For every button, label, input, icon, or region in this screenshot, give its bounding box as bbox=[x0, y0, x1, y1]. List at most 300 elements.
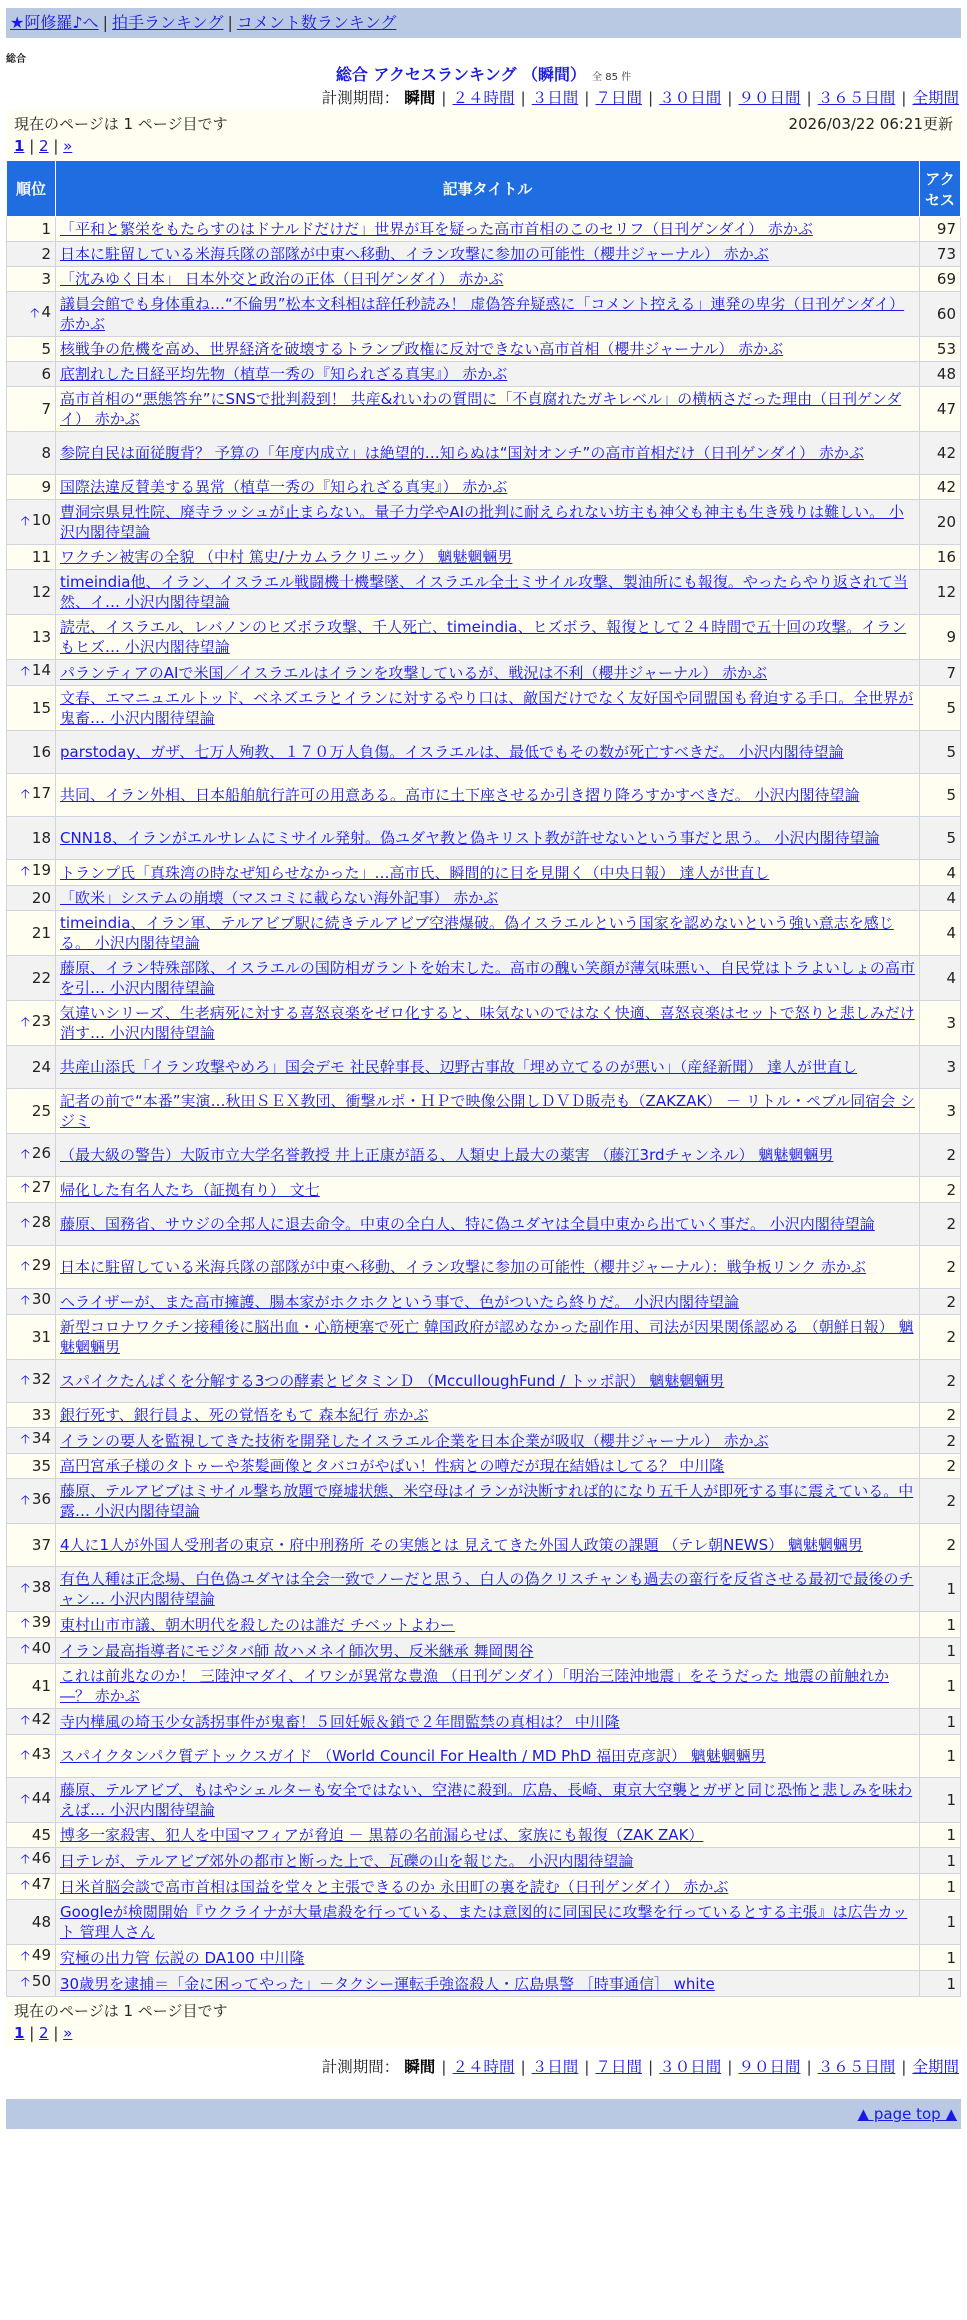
article-link[interactable]: 共産山添氏「イラン攻撃やめろ」国会デモ 社民幹事長、辺野古事故「埋め立てるのが悪い」（産経新聞） 達人が世直し bbox=[60, 1058, 858, 1076]
article-link[interactable]: 記者の前で“本番”実演…秋田ＳＥＸ教団、衝撃ルポ・ＨＰで映像公開しＤＶＤ販売も（ZAKZAK） － リトル・ペブル同宿会 シジミ bbox=[60, 1092, 915, 1130]
article-link[interactable]: 銀行死す、銀行員よ、死の覚悟をもて 森本紀行 赤かぶ bbox=[60, 1406, 429, 1424]
ranking-row bbox=[7, 1360, 961, 1403]
rank-number: 43 bbox=[31, 1744, 51, 1763]
rank-cell bbox=[7, 337, 56, 362]
rank-up-arrow-icon: 🡡 bbox=[30, 305, 40, 321]
title-cell bbox=[56, 774, 920, 817]
rank-up-arrow-icon: 🡡 bbox=[20, 1852, 30, 1867]
ranking-row bbox=[7, 1246, 961, 1289]
rank-number: 20 bbox=[31, 889, 51, 907]
period-7d[interactable]: ７日間 bbox=[595, 2058, 642, 2076]
rank-number: 34 bbox=[31, 1429, 51, 1447]
rank-cell bbox=[7, 774, 56, 817]
period-label: 計測期間： bbox=[321, 89, 400, 107]
title-cell bbox=[56, 1823, 920, 1848]
access-count: 2 bbox=[920, 1454, 961, 1479]
rank-number: 29 bbox=[31, 1255, 51, 1274]
rank-up-arrow-icon: 🡡 bbox=[20, 1975, 30, 1990]
ranking-row bbox=[7, 886, 961, 911]
article-link[interactable]: 藤原、イラン特殊部隊、イスラエルの国防相ガラントを始末した。高市の醜い笑顔が薄気味悪い、自民党はトラよいしょの高市を引… 小沢内閣待望論 bbox=[60, 959, 915, 997]
title-cell bbox=[56, 1454, 920, 1479]
period-24h[interactable]: ２４時間 bbox=[452, 2058, 515, 2076]
rank-number: 28 bbox=[31, 1212, 51, 1231]
rank-number: 39 bbox=[31, 1613, 51, 1631]
rank-cell bbox=[7, 615, 56, 660]
title-cell bbox=[56, 242, 920, 267]
article-link[interactable]: スパイクタンパク質デトックスガイド （World Council For Health / MD PhD 福田克彦訳） 魑魅魍魎男 bbox=[60, 1747, 766, 1765]
article-link[interactable]: トランプ氏「真珠湾の時なぜ知らせなかった」…高市氏、瞬間的に目を見開く（中央日報） 達人が世直し bbox=[60, 863, 770, 882]
access-count: 60 bbox=[920, 292, 961, 337]
title-cell bbox=[56, 1479, 920, 1524]
clap-ranking-link[interactable]: 拍手ランキング bbox=[111, 13, 224, 32]
access-count: 4 bbox=[920, 886, 961, 911]
rank-cell bbox=[7, 267, 56, 292]
rank-number: 27 bbox=[31, 1178, 51, 1196]
access-count: 1 bbox=[920, 1567, 961, 1612]
rank-header: 順位 bbox=[7, 161, 56, 217]
ranking-row bbox=[7, 242, 961, 267]
rank-up-arrow-icon: 🡡 bbox=[20, 1181, 30, 1196]
rank-up-arrow-icon: 🡡 bbox=[20, 864, 30, 879]
access-count: 1 bbox=[920, 1778, 961, 1823]
period-30d[interactable]: ３０日間 bbox=[659, 2058, 722, 2076]
ranking-row bbox=[7, 337, 961, 362]
rank-up-arrow-icon: 🡡 bbox=[20, 1258, 30, 1274]
rank-number: 18 bbox=[31, 829, 51, 847]
article-link[interactable]: 文春、エマニュエルトッド、ベネズエラとイランに対するやり口は、敵国だけでなく友好国や同盟国も脅迫する手口。全世界が鬼畜… 小沢内閣待望論 bbox=[60, 689, 914, 727]
rank-number: 9 bbox=[41, 478, 51, 496]
title-cell bbox=[56, 1971, 920, 1997]
title-cell bbox=[56, 1360, 920, 1403]
article-link[interactable]: （最大級の警告）大阪市立大学名誉教授 井上正康が語る、人類史上最大の薬害 （藤江3rdチャンネル） 魑魅魍魎男 bbox=[60, 1146, 834, 1164]
title-cell bbox=[56, 1001, 920, 1046]
rank-number: 23 bbox=[31, 1011, 51, 1030]
title-cell bbox=[56, 1315, 920, 1360]
access-count: 5 bbox=[920, 774, 961, 817]
ranking-row bbox=[7, 1638, 961, 1664]
access-count: 97 bbox=[920, 217, 961, 242]
rank-up-arrow-icon: 🡡 bbox=[20, 1215, 30, 1231]
title-cell bbox=[56, 1664, 920, 1709]
title-cell bbox=[56, 267, 920, 292]
rank-cell bbox=[7, 475, 56, 500]
access-count: 2 bbox=[920, 1134, 961, 1177]
page-link-1[interactable]: 1 bbox=[14, 2024, 25, 2042]
access-count: 2 bbox=[920, 1524, 961, 1567]
period-30d[interactable]: ３０日間 bbox=[659, 89, 722, 107]
title-cell bbox=[56, 1848, 920, 1874]
ranking-row bbox=[7, 1428, 961, 1454]
rank-cell bbox=[7, 1479, 56, 1524]
article-link[interactable]: 日米首脳会談で高市首相は国益を堂々と主張できるのか 永田町の裏を読む（日刊ゲンダイ） 赤かぶ bbox=[60, 1877, 729, 1896]
rank-number: 21 bbox=[31, 924, 51, 942]
access-count: 3 bbox=[920, 1001, 961, 1046]
access-count: 2 bbox=[920, 1289, 961, 1315]
rank-number: 11 bbox=[31, 548, 51, 566]
ranking-row bbox=[7, 1612, 961, 1638]
rank-up-arrow-icon: 🡡 bbox=[20, 1432, 30, 1447]
title-cell bbox=[56, 1612, 920, 1638]
rank-number: 12 bbox=[31, 583, 51, 601]
rank-cell bbox=[7, 1709, 56, 1735]
article-link[interactable]: 寺内樺風の埼玉少女誘拐事件が鬼畜！５回妊娠＆鎖で２年間監禁の真相は？ 中川隆 bbox=[60, 1712, 620, 1731]
rank-cell bbox=[7, 1134, 56, 1177]
ranking-row bbox=[7, 1001, 961, 1046]
article-link[interactable]: 高市首相の“悪態答弁”にSNSで批判殺到！ 共産&れいわの質問に「不貞腐れたガキレベル」の横柄さだった理由（日刊ゲンダイ） 赤かぶ bbox=[60, 390, 902, 428]
rank-up-arrow-icon: 🡡 bbox=[20, 1878, 30, 1893]
period-all[interactable]: 全期間 bbox=[912, 2058, 959, 2076]
article-link[interactable]: これは前兆なのか！ 三陸沖マダイ、イワシが異常な豊漁 （日刊ゲンダイ）「明治三陸沖地震」をそうだった 地震の前触れか―？ 赤かぶ bbox=[60, 1667, 889, 1705]
ranking-row bbox=[7, 686, 961, 731]
rank-number: 31 bbox=[31, 1328, 51, 1346]
page-next-link[interactable]: » bbox=[63, 137, 73, 155]
article-link[interactable]: 4人に1人が外国人受刑者の東京・府中刑務所 その実態とは 見えてきた外国人政策の課題 （テレ朝NEWS） 魑魅魍魎男 bbox=[60, 1536, 863, 1554]
access-header: アクセス bbox=[920, 161, 961, 217]
access-count: 1 bbox=[920, 1874, 961, 1900]
rank-number: 30 bbox=[31, 1290, 51, 1308]
access-count: 2 bbox=[920, 1177, 961, 1203]
title-cell bbox=[56, 660, 920, 686]
article-link[interactable]: ワクチン被害の全貌 （中村 篤史/ナカムラクリニック） 魑魅魍魎男 bbox=[60, 548, 513, 566]
title-cell bbox=[56, 1403, 920, 1428]
rank-cell bbox=[7, 660, 56, 686]
rank-cell bbox=[7, 570, 56, 615]
article-link[interactable]: 東村山市市議、朝木明代を殺したのは誰だ チベットよわー bbox=[60, 1615, 455, 1634]
ranking-row bbox=[7, 1778, 961, 1823]
rank-number: 19 bbox=[31, 861, 51, 879]
ranking-title-row bbox=[6, 64, 961, 86]
rank-cell bbox=[7, 1874, 56, 1900]
rank-up-arrow-icon: 🡡 bbox=[20, 1949, 30, 1964]
article-link[interactable]: 日本に駐留している米海兵隊の部隊が中東へ移動、イラン攻撃に参加の可能性（櫻井ジャーナル） 赤かぶ bbox=[60, 245, 769, 263]
article-link[interactable]: 高円宮承子様のタトゥーや茶髪画像とタバコがやばい！性病との噂だが現在結婚はしてる？ 中川隆 bbox=[60, 1457, 725, 1475]
rank-cell bbox=[7, 731, 56, 774]
period-instant: 瞬間 bbox=[404, 2058, 436, 2076]
access-count: 1 bbox=[920, 1823, 961, 1848]
rank-cell bbox=[7, 362, 56, 387]
article-link[interactable]: スパイクたんぱくを分解する3つの酵素とビタミンＤ （McculloughFund / トッポ訳） 魑魅魍魎男 bbox=[60, 1372, 725, 1390]
article-link[interactable]: 「欧米」システムの崩壊（マスコミに載らない海外記事） 赤かぶ bbox=[60, 889, 499, 907]
access-count: 1 bbox=[920, 1945, 961, 1971]
rank-number: 8 bbox=[41, 444, 51, 462]
period-selector-top: 計測期間： 瞬間 | ２４時間 | ３日間 | ７日間 | ３０日間 | ９０日間 | ３６５日間 | 全期間 bbox=[321, 89, 959, 107]
title-cell bbox=[56, 500, 920, 545]
article-link[interactable]: 気違いシリーズ、生老病死に対する喜怒哀楽をゼロ化すると、味気ないのではなく快適、喜怒哀楽はセットで怒りと悲しみだけ消す… 小沢内閣待望論 bbox=[60, 1004, 915, 1042]
ranking-row bbox=[7, 817, 961, 860]
category-label: 総合 bbox=[6, 54, 26, 65]
page-next-link[interactable]: » bbox=[63, 2024, 73, 2042]
ranking-row bbox=[7, 660, 961, 686]
title-cell bbox=[56, 860, 920, 886]
period-7d[interactable]: ７日間 bbox=[595, 89, 642, 107]
article-link[interactable]: パランティアのAIで米国／イスラエルはイランを攻撃しているが、戦況は不利（櫻井ジャーナル） 赤かぶ bbox=[60, 663, 768, 682]
home-link[interactable]: ★阿修羅♪へ bbox=[10, 13, 99, 32]
rank-up-arrow-icon: 🡡 bbox=[20, 1372, 30, 1388]
rank-cell bbox=[7, 1177, 56, 1203]
rank-number: 45 bbox=[31, 1826, 51, 1844]
rank-cell bbox=[7, 1778, 56, 1823]
rank-cell bbox=[7, 432, 56, 475]
access-count: 2 bbox=[920, 1479, 961, 1524]
period-24h[interactable]: ２４時間 bbox=[452, 89, 515, 107]
rank-cell bbox=[7, 911, 56, 956]
access-count: 5 bbox=[920, 686, 961, 731]
access-count: 2 bbox=[920, 1360, 961, 1403]
period-instant: 瞬間 bbox=[404, 89, 436, 107]
ranking-row bbox=[7, 1945, 961, 1971]
comment-ranking-link[interactable]: コメント数ランキング bbox=[236, 13, 397, 32]
rank-cell bbox=[7, 817, 56, 860]
access-count: 42 bbox=[920, 432, 961, 475]
title-cell bbox=[56, 731, 920, 774]
access-count: 1 bbox=[920, 1848, 961, 1874]
rank-cell bbox=[7, 1900, 56, 1945]
ranking-row bbox=[7, 615, 961, 660]
rank-number: 40 bbox=[31, 1639, 51, 1657]
rank-cell bbox=[7, 886, 56, 911]
ranking-row bbox=[7, 1089, 961, 1134]
title-cell bbox=[56, 1567, 920, 1612]
page-link-1[interactable]: 1 bbox=[14, 137, 25, 155]
rank-cell bbox=[7, 1945, 56, 1971]
ranking-row bbox=[7, 1046, 961, 1089]
article-link[interactable]: timeindia他、イラン、イスラエル戦闘機十機撃墜、イスラエル全土ミサイル攻撃、製油所にも報復。やったらやり返されて当然、イ… 小沢内閣待望論 bbox=[60, 573, 908, 611]
ranking-row bbox=[7, 1900, 961, 1945]
rank-cell bbox=[7, 1567, 56, 1612]
article-link[interactable]: Googleが検閲開始『ウクライナが大量虐殺を行っている、または意図的に同国民に攻撃を行っているとする主張』は広告カット 管理人さん bbox=[60, 1903, 908, 1941]
rank-number: 14 bbox=[31, 661, 51, 679]
rank-cell bbox=[7, 292, 56, 337]
access-count: 1 bbox=[920, 1735, 961, 1778]
ranking-row bbox=[7, 1134, 961, 1177]
rank-number: 4 bbox=[41, 302, 51, 321]
ranking-row bbox=[7, 774, 961, 817]
rank-number: 6 bbox=[41, 365, 51, 383]
rank-number: 44 bbox=[31, 1788, 51, 1807]
article-link[interactable]: 参院自民は面従腹背？ 予算の「年度内成立」は絶望的…知らぬは“国対オンチ”の高市首相だけ（日刊ゲンダイ） 赤かぶ bbox=[60, 444, 864, 462]
access-count: 2 bbox=[920, 1203, 961, 1246]
article-link[interactable]: 共同、イラン外相、日本船舶航行許可の用意ある。高市に土下座させるか引き摺り降ろすかすべきだ。 小沢内閣待望論 bbox=[60, 786, 860, 804]
rank-number: 50 bbox=[31, 1972, 51, 1990]
title-cell bbox=[56, 292, 920, 337]
ranking-row bbox=[7, 1403, 961, 1428]
rank-cell bbox=[7, 1428, 56, 1454]
article-link[interactable]: 読売、イスラエル、レバノンのヒズボラ攻撃、千人死亡、timeindia、ヒズボラ、報復として２４時間で五十回の攻撃。イランもヒズ… 小沢内閣待望論 bbox=[60, 618, 907, 656]
rank-cell bbox=[7, 242, 56, 267]
ranking-row bbox=[7, 1848, 961, 1874]
article-link[interactable]: 30歳男を逮捕＝「金に困ってやった」－タクシー運転手強盗殺人・広島県警 ［時事通信］ white bbox=[60, 1974, 715, 1993]
ranking-row bbox=[7, 731, 961, 774]
rank-cell bbox=[7, 1360, 56, 1403]
access-count: 1 bbox=[920, 1638, 961, 1664]
access-count: 1 bbox=[920, 1900, 961, 1945]
rank-up-arrow-icon: 🡡 bbox=[20, 1791, 30, 1807]
page-link-2[interactable]: 2 bbox=[39, 137, 49, 155]
title-header: 記事タイトル bbox=[56, 161, 920, 217]
ranking-row bbox=[7, 1664, 961, 1709]
article-link[interactable]: 日本に駐留している米海兵隊の部隊が中東へ移動、イラン攻撃に参加の可能性（櫻井ジャーナル）：戦争板リンク 赤かぶ bbox=[60, 1258, 866, 1276]
access-count: 20 bbox=[920, 500, 961, 545]
title-cell bbox=[56, 570, 920, 615]
article-link[interactable]: 日テレが、テルアビブ郊外の都市と断った上で、瓦礫の山を報じた。 小沢内閣待望論 bbox=[60, 1851, 634, 1870]
access-count: 9 bbox=[920, 615, 961, 660]
period-90d[interactable]: ９０日間 bbox=[738, 2058, 801, 2076]
rank-cell bbox=[7, 1848, 56, 1874]
title-cell bbox=[56, 1046, 920, 1089]
title-cell bbox=[56, 686, 920, 731]
ranking-row bbox=[7, 1177, 961, 1203]
access-count: 2 bbox=[920, 1246, 961, 1289]
article-link[interactable]: 博多一家殺害、犯人を中国マフィアが脅迫 － 黒幕の名前漏らせば、家族にも報復（ZAK ZAK） bbox=[60, 1826, 704, 1844]
rank-number: 36 bbox=[31, 1489, 51, 1508]
rank-cell bbox=[7, 1289, 56, 1315]
rank-up-arrow-icon: 🡡 bbox=[20, 1580, 30, 1596]
title-cell bbox=[56, 1778, 920, 1823]
title-cell bbox=[56, 387, 920, 432]
title-cell bbox=[56, 545, 920, 570]
rank-number: 17 bbox=[31, 783, 51, 802]
period-90d[interactable]: ９０日間 bbox=[738, 89, 801, 107]
access-count: 5 bbox=[920, 731, 961, 774]
article-link[interactable]: 有色人種は正念場、白色偽ユダヤは全会一致でノーだと思う、白人の偽クリスチャンも過去の蛮行を反省させる最初で最後のチャン… 小沢内閣待望論 bbox=[60, 1570, 914, 1608]
article-link[interactable]: 「沈みゆく日本」 日本外交と政治の正体（日刊ゲンダイ） 赤かぶ bbox=[60, 270, 504, 288]
article-link[interactable]: 底割れした日経平均先物（植草一秀の『知られざる真実』） 赤かぶ bbox=[60, 365, 508, 383]
period-3d[interactable]: ３日間 bbox=[531, 89, 579, 107]
rank-up-arrow-icon: 🡡 bbox=[20, 1014, 30, 1030]
access-count: 42 bbox=[920, 475, 961, 500]
period-all[interactable]: 全期間 bbox=[912, 89, 959, 107]
access-count: 3 bbox=[920, 1046, 961, 1089]
rank-cell bbox=[7, 1612, 56, 1638]
rank-cell bbox=[7, 686, 56, 731]
access-count: 1 bbox=[920, 1664, 961, 1709]
rank-number: 32 bbox=[31, 1369, 51, 1388]
article-link[interactable]: 曹洞宗県見性院、廃寺ラッシュが止まらない。量子力学やAIの批判に耐えられない坊主も神父も神主も生き残りは難しい。 小沢内閣待望論 bbox=[60, 503, 904, 541]
rank-number: 7 bbox=[41, 400, 51, 418]
article-link[interactable]: 国際法違反賛美する異常（植草一秀の『知られざる真実』） 赤かぶ bbox=[60, 478, 508, 496]
title-cell bbox=[56, 337, 920, 362]
ranking-row bbox=[7, 1567, 961, 1612]
access-count: 1 bbox=[920, 1709, 961, 1735]
rank-cell bbox=[7, 217, 56, 242]
ranking-row bbox=[7, 1524, 961, 1567]
rank-cell bbox=[7, 1454, 56, 1479]
page-link-2[interactable]: 2 bbox=[39, 2024, 49, 2042]
title-cell bbox=[56, 1524, 920, 1567]
rank-cell bbox=[7, 956, 56, 1001]
ranking-row bbox=[7, 1971, 961, 1997]
rank-number: 33 bbox=[31, 1406, 51, 1424]
ranking-row bbox=[7, 292, 961, 337]
access-count: 1 bbox=[920, 1612, 961, 1638]
title-cell bbox=[56, 1089, 920, 1134]
ranking-row bbox=[7, 267, 961, 292]
access-count: 73 bbox=[920, 242, 961, 267]
nav-separator: | bbox=[102, 13, 108, 32]
updated-timestamp: 2026/03/22 06:21更新 bbox=[788, 115, 953, 133]
rank-cell bbox=[7, 1001, 56, 1046]
rank-cell bbox=[7, 1524, 56, 1567]
page-title: 総合 アクセスランキング （瞬間） bbox=[335, 65, 587, 84]
title-cell bbox=[56, 615, 920, 660]
article-link[interactable]: ヘライザーが、また高市擁護、腸本家がホクホクという事で、色がついたら終りだ。 小沢内閣待望論 bbox=[60, 1292, 740, 1311]
rank-number: 46 bbox=[31, 1849, 51, 1867]
article-link[interactable]: 「平和と繁栄をもたらすのはドナルドだけだ」世界が耳を疑った高市首相のこのセリフ（日刊ゲンダイ） 赤かぶ bbox=[60, 220, 813, 238]
article-link[interactable]: 藤原、テルアビブ、もはやシェルターも安全ではない、空港に殺到。広島、長崎、東京大空襲とガザと同じ恐怖と悲しみを味わえば… 小沢内閣待望論 bbox=[60, 1781, 913, 1819]
rank-up-arrow-icon: 🡡 bbox=[20, 1492, 30, 1508]
rank-up-arrow-icon: 🡡 bbox=[20, 1642, 30, 1657]
article-link[interactable]: 藤原、テルアビブはミサイル撃ち放題で廃墟状態、米空母はイランが決断すれば的になり五千人が即死する事に震えている。中露… 小沢内閣待望論 bbox=[60, 1482, 914, 1520]
access-count: 16 bbox=[920, 545, 961, 570]
rank-number: 49 bbox=[31, 1946, 51, 1964]
article-link[interactable]: parstoday、ガザ、七万人殉教、１７０万人負傷。イスラエルは、最低でもその数が死亡すべきだ。 小沢内閣待望論 bbox=[60, 743, 844, 761]
article-link[interactable]: 議員会館でも身体重ね…“不倫男”松本文科相は辞任秒読み！ 虚偽答弁疑惑に「コメント控える」連発の卑劣（日刊ゲンダイ） 赤かぶ bbox=[60, 295, 905, 333]
article-link[interactable]: イラン最高指導者にモジタバ師 故ハメネイ師次男、反米継承 舞岡関谷 bbox=[60, 1641, 534, 1660]
period-selector-bottom: 計測期間： 瞬間 | ２４時間 | ３日間 | ７日間 | ３０日間 | ９０日間 | ３６５日間 | 全期間 bbox=[321, 2058, 959, 2076]
title-cell bbox=[56, 217, 920, 242]
rank-number: 35 bbox=[31, 1457, 51, 1475]
access-count: 1 bbox=[920, 1971, 961, 1997]
rank-number: 41 bbox=[31, 1677, 51, 1695]
page-status: 現在のページは 1 ページ目です bbox=[14, 115, 228, 133]
access-count: 48 bbox=[920, 362, 961, 387]
article-link[interactable]: 藤原、国務省、サウジの全邦人に退去命令。中東の全白人、特に偽ユダヤは全員中東から出ていく事だ。 小沢内閣待望論 bbox=[60, 1215, 875, 1233]
title-cell bbox=[56, 432, 920, 475]
period-365d[interactable]: ３６５日間 bbox=[817, 2058, 896, 2076]
period-365d[interactable]: ３６５日間 bbox=[817, 89, 896, 107]
ranking-row bbox=[7, 1454, 961, 1479]
ranking-row bbox=[7, 1315, 961, 1360]
title-cell bbox=[56, 886, 920, 911]
title-cell bbox=[56, 362, 920, 387]
ranking-row bbox=[7, 1874, 961, 1900]
article-link[interactable]: 新型コロナワクチン接種後に脳出血・心筋梗塞で死亡 韓国政府が認めなかった副作用、司法が因果関係認める （朝鮮日報） 魑魅魍魎男 bbox=[60, 1318, 914, 1356]
rank-number: 26 bbox=[31, 1143, 51, 1162]
rank-number: 48 bbox=[31, 1913, 51, 1931]
access-count: 53 bbox=[920, 337, 961, 362]
rank-up-arrow-icon: 🡡 bbox=[20, 664, 30, 679]
article-link[interactable]: timeindia、イラン軍、テルアビブ駅に続きテルアビブ空港爆破。偽イスラエルという国家を認めないという強い意志を感じる。 小沢内閣待望論 bbox=[60, 914, 894, 952]
title-cell bbox=[56, 956, 920, 1001]
page-wrapper bbox=[6, 0, 961, 2129]
nav-separator: | bbox=[227, 13, 233, 32]
period-3d[interactable]: ３日間 bbox=[531, 2058, 579, 2076]
article-link[interactable]: イランの要人を監視してきた技術を開発したイスラエル企業を日本企業が吸収（櫻井ジャーナル） 赤かぶ bbox=[60, 1431, 769, 1450]
rank-number: 1 bbox=[41, 220, 51, 238]
article-link[interactable]: CNN18、イランがエルサレムにミサイル発射。偽ユダヤ教と偽キリスト教が許せないという事だと思う。 小沢内閣待望論 bbox=[60, 829, 880, 847]
rank-cell bbox=[7, 500, 56, 545]
article-link[interactable]: 究極の出力管 伝説の DA100 中川隆 bbox=[60, 1948, 305, 1967]
title-cell bbox=[56, 1246, 920, 1289]
title-cell bbox=[56, 1945, 920, 1971]
ranking-row bbox=[7, 1735, 961, 1778]
access-count: 3 bbox=[920, 1089, 961, 1134]
total-count: 全 85 件 bbox=[592, 72, 632, 83]
rank-number: 22 bbox=[31, 969, 51, 987]
ranking-row bbox=[7, 475, 961, 500]
rank-up-arrow-icon: 🡡 bbox=[20, 513, 30, 529]
rank-cell bbox=[7, 545, 56, 570]
title-cell bbox=[56, 475, 920, 500]
article-link[interactable]: 帰化した有名人たち（証拠有り） 文七 bbox=[60, 1180, 320, 1199]
ranking-row bbox=[7, 1479, 961, 1524]
ranking-row bbox=[7, 362, 961, 387]
ranking-row bbox=[7, 570, 961, 615]
page-top-link[interactable]: ▲ page top ▲ bbox=[857, 2105, 957, 2123]
rank-up-arrow-icon: 🡡 bbox=[20, 1747, 30, 1763]
article-link[interactable]: 核戦争の危機を高め、世界経済を破壊するトランプ政権に反対できない高市首相（櫻井ジャーナル） 赤かぶ bbox=[60, 340, 784, 358]
rank-number: 2 bbox=[41, 245, 51, 263]
